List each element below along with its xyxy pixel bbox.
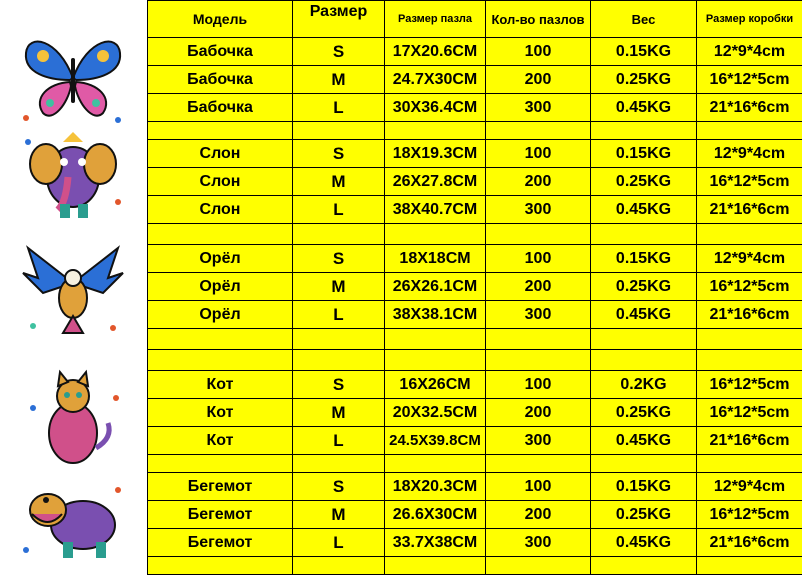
cell-box: 16*12*5cm [697,66,802,94]
cell-model: Кот [148,399,293,427]
table-row [148,529,802,557]
cell-box: 21*16*6cm [697,94,802,122]
cell-dims: 30X36.4CM [385,94,486,122]
cell-pieces: 200 [486,399,591,427]
cell-pieces: 200 [486,66,591,94]
cell-pieces: 300 [486,427,591,455]
table-row [148,245,802,273]
separator-row [148,329,802,350]
cell-dims: 26.6X30CM [385,501,486,529]
cell-pieces: 100 [486,38,591,66]
separator-row [148,455,802,473]
cell-model: Бегемот [148,501,293,529]
cell-weight: 0.45KG [591,94,697,122]
cell-dims: 24.5X39.8CM [385,427,486,455]
table-row [148,501,802,529]
cell-size: M [293,501,385,529]
cell-pieces: 300 [486,94,591,122]
table-row [148,371,802,399]
elephant-puzzle-image [18,122,128,222]
table-row [148,273,802,301]
cell-dims: 17X20.6CM [385,38,486,66]
separator-row [148,122,802,140]
header-weight: Вес [591,1,697,38]
cell-pieces: 200 [486,273,591,301]
cell-box: 12*9*4cm [697,38,802,66]
cell-weight: 0.15KG [591,140,697,168]
cell-weight: 0.45KG [591,301,697,329]
cell-pieces: 100 [486,371,591,399]
cell-model: Слон [148,140,293,168]
table-row [148,168,802,196]
cell-box: 21*16*6cm [697,196,802,224]
cell-box: 16*12*5cm [697,273,802,301]
table-row [148,140,802,168]
table-row [148,427,802,455]
butterfly-puzzle-image [18,28,128,128]
cell-box: 12*9*4cm [697,473,802,501]
cell-size: M [293,273,385,301]
cell-size: L [293,529,385,557]
cell-weight: 0.25KG [591,168,697,196]
product-images-column [0,0,147,574]
cell-dims: 33.7X38CM [385,529,486,557]
cell-weight: 0.45KG [591,529,697,557]
separator-row [148,350,802,371]
cell-size: L [293,301,385,329]
cell-weight: 0.15KG [591,245,697,273]
cell-model: Слон [148,196,293,224]
cell-size: M [293,168,385,196]
table-row [148,473,802,501]
cell-weight: 0.45KG [591,196,697,224]
separator-row [148,557,802,575]
cell-model: Орёл [148,245,293,273]
cell-weight: 0.15KG [591,38,697,66]
cell-pieces: 100 [486,140,591,168]
separator-row [148,224,802,245]
cell-dims: 18X18CM [385,245,486,273]
cell-weight: 0.25KG [591,501,697,529]
cell-weight: 0.25KG [591,273,697,301]
cell-box: 16*12*5cm [697,371,802,399]
table-row [148,66,802,94]
cell-box: 21*16*6cm [697,529,802,557]
cell-size: S [293,371,385,399]
cell-model: Бабочка [148,94,293,122]
cell-pieces: 300 [486,529,591,557]
header-box-size: Размер коробки [697,1,802,38]
cell-model: Кот [148,371,293,399]
cell-dims: 38X38.1CM [385,301,486,329]
header-size: Размер [293,1,385,38]
cell-dims: 20X32.5CM [385,399,486,427]
cell-dims: 18X19.3CM [385,140,486,168]
cell-box: 12*9*4cm [697,140,802,168]
cell-dims: 16X26CM [385,371,486,399]
cell-weight: 0.2KG [591,371,697,399]
cell-size: L [293,427,385,455]
cell-weight: 0.15KG [591,473,697,501]
cell-pieces: 300 [486,196,591,224]
cell-box: 21*16*6cm [697,427,802,455]
header-puzzle-size: Размер пазла [385,1,486,38]
cell-model: Орёл [148,273,293,301]
cat-puzzle-image [18,368,128,468]
table-row [148,196,802,224]
cell-size: S [293,245,385,273]
cell-model: Бабочка [148,38,293,66]
cell-size: S [293,140,385,168]
table-row [148,301,802,329]
table-row [148,38,802,66]
cell-size: S [293,473,385,501]
cell-box: 16*12*5cm [697,501,802,529]
cell-pieces: 300 [486,301,591,329]
cell-dims: 26X27.8CM [385,168,486,196]
cell-pieces: 200 [486,168,591,196]
cell-model: Бегемот [148,473,293,501]
cell-model: Орёл [148,301,293,329]
cell-pieces: 200 [486,501,591,529]
table-header-row [148,1,802,38]
cell-size: L [293,196,385,224]
eagle-puzzle-image [18,238,128,338]
cell-box: 16*12*5cm [697,168,802,196]
cell-size: M [293,66,385,94]
table-row [148,94,802,122]
cell-model: Бабочка [148,66,293,94]
cell-dims: 26X26.1CM [385,273,486,301]
cell-weight: 0.25KG [591,399,697,427]
cell-box: 16*12*5cm [697,399,802,427]
hippo-puzzle-image [18,470,128,570]
cell-box: 12*9*4cm [697,245,802,273]
cell-size: L [293,94,385,122]
cell-weight: 0.45KG [591,427,697,455]
cell-model: Кот [148,427,293,455]
cell-model: Бегемот [148,529,293,557]
table-row [148,399,802,427]
cell-model: Слон [148,168,293,196]
cell-dims: 24.7X30CM [385,66,486,94]
cell-size: M [293,399,385,427]
puzzle-size-table [147,0,802,575]
cell-pieces: 100 [486,473,591,501]
cell-dims: 38X40.7CM [385,196,486,224]
header-model: Модель [148,1,293,38]
cell-dims: 18X20.3CM [385,473,486,501]
header-pieces: Кол-во пазлов [486,1,591,38]
cell-weight: 0.25KG [591,66,697,94]
cell-size: S [293,38,385,66]
cell-pieces: 100 [486,245,591,273]
cell-box: 21*16*6cm [697,301,802,329]
